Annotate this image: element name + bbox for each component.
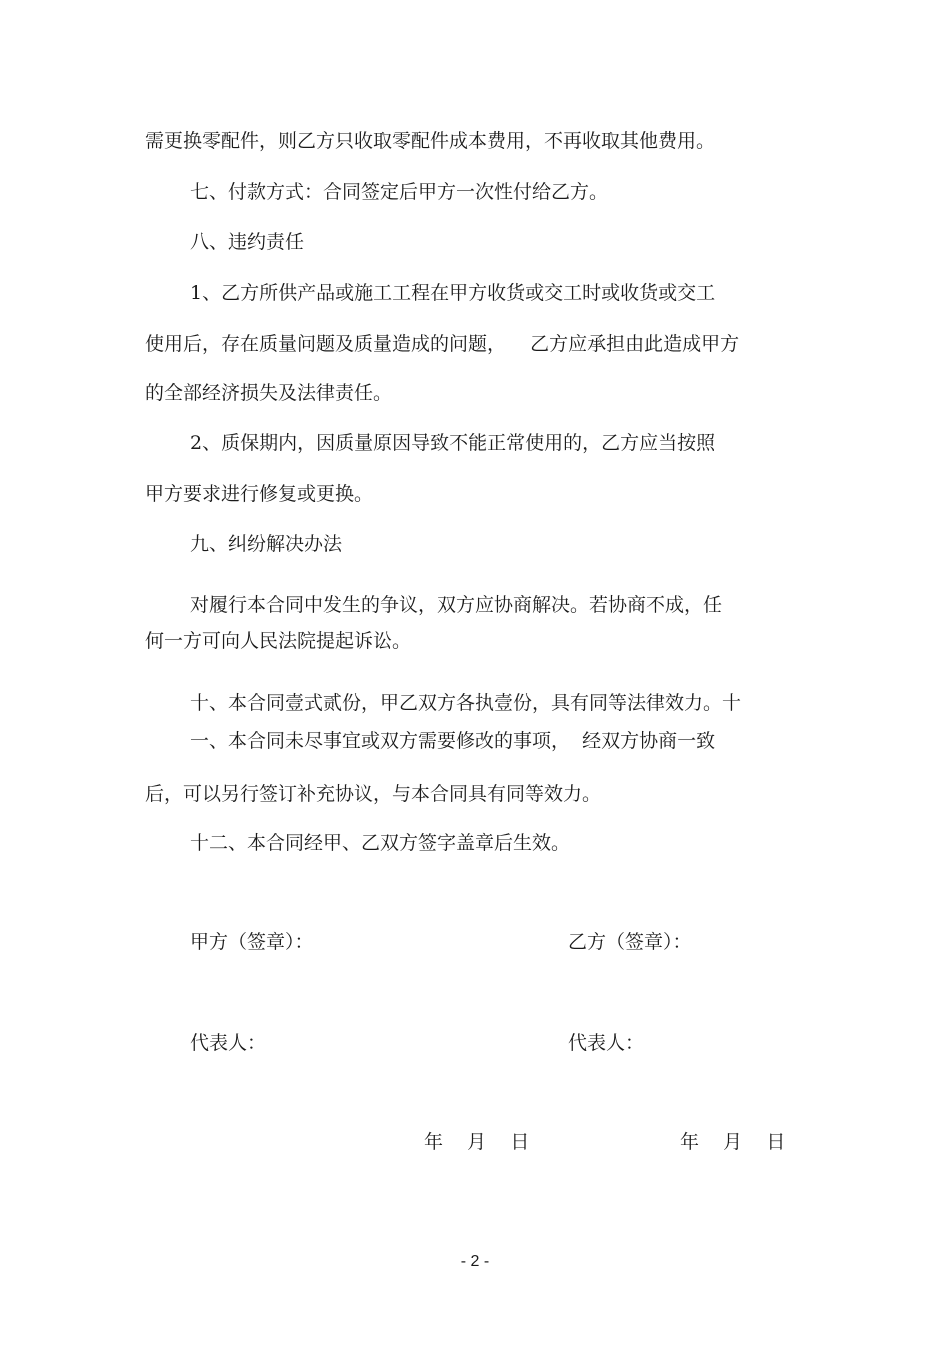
text-line: 的全部经济损失及法律责任。 (145, 382, 393, 404)
party-b-seal-label: 乙方（签章）： (568, 931, 692, 953)
text-line: 何一方可向人民法院提起诉讼。 (145, 630, 412, 652)
text-line: 1、乙方所供产品或施工工程在甲方收货或交工时或收货或交工 (190, 282, 716, 304)
party-b-representative-label: 代表人： (568, 1032, 645, 1054)
clause-effective: 十二、本合同经甲、乙双方签字盖章后生效。 (190, 832, 571, 854)
text-line: 对履行本合同中发生的争议，双方应协商解决。若协商不成，任 (190, 594, 723, 616)
party-b-date: 年 月 日 (680, 1131, 786, 1153)
text-line: 后，可以另行签订补充协议，与本合同具有同等效力。 (145, 783, 602, 805)
text-line: 甲方要求进行修复或更换。 (145, 483, 374, 505)
party-a-representative-label: 代表人： (190, 1032, 267, 1054)
clause-payment: 七、付款方式：合同签定后甲方一次性付给乙方。 (190, 181, 609, 203)
text-line: 使用后，存在质量问题及质量造成的问题， 乙方应承担由此造成甲方 (145, 333, 740, 355)
text-line: 十、本合同壹式贰份，甲乙双方各执壹份，具有同等法律效力。十 (190, 692, 742, 714)
page-number: - 2 - (460, 1253, 490, 1270)
party-a-date: 年 月 日 (424, 1131, 530, 1153)
party-a-seal-label: 甲方（签章）： (190, 931, 314, 953)
text-line: 2、质保期内，因质量原因导致不能正常使用的，乙方应当按照 (190, 432, 716, 454)
clause-heading-dispute: 九、纠纷解决办法 (190, 533, 343, 555)
text-line: 需更换零配件，则乙方只收取零配件成本费用，不再收取其他费用。 (145, 130, 716, 152)
text-line: 一、本合同未尽事宜或双方需要修改的事项， 经双方协商一致 (190, 730, 716, 752)
clause-heading-liability: 八、违约责任 (190, 231, 305, 253)
